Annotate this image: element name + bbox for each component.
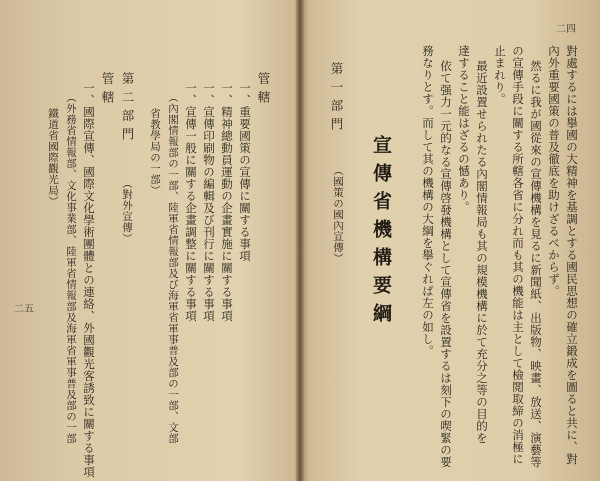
jurisdiction-item: 一、重要國策の宣傳に關する事項 <box>238 82 252 262</box>
jurisdiction-note: 鐵道省國際觀光局） <box>47 108 59 207</box>
jurisdiction-item: 一、國際宣傳、國際文化學術團體との連絡、外國觀光客誘致に關する事項 <box>82 82 96 478</box>
right-paragraph-line: 務なりとす。而して其の機構の大綱を擧ぐれば左の如し。 <box>421 45 435 357</box>
right-paragraph-line: 止まれり。 <box>493 45 507 105</box>
right-paragraph-line: 依て强力一元的なる宣傳啓發機構として宣傳省を設置するは刻下の喫緊の要 <box>439 60 453 468</box>
right-paragraph-line: 最近設置せられたる內閣情報局も其の規模機構に於て充分之等の目的を <box>475 60 489 444</box>
right-paragraph-line: 內外重要國策の普及徹底を助けざるべからず。 <box>547 45 561 297</box>
left-page <box>0 0 299 481</box>
right-paragraph-line: 然るに我が國從來の宣傳機構を見るに新聞紙、出版物、映畫、放送、演藝等 <box>529 60 543 468</box>
jurisdiction-note: 省教學局の一部） <box>149 108 161 196</box>
jurisdiction-item: 一、宣傳一般に關する企畫調整に關する事項 <box>184 82 198 322</box>
section2-heading: 第二部門 <box>120 72 135 146</box>
jurisdiction-note: （外務省情報部、文化事業部、陸軍省情報部及海軍省軍事普及部の一部 <box>65 92 77 444</box>
right-paragraph-line: の宣傳手段に關する所轄各省に分れ而も其の機能は主として檢閲取締の消極に <box>511 45 525 465</box>
document-title: 宣傳省機構要綱 <box>370 135 392 331</box>
section2-note: （對外宣傳） <box>121 178 133 244</box>
section1-heading: 第一部門 <box>329 62 344 136</box>
right-paragraph-line: 對處するには擧國の大精神を基調とする國民思想の確立鍛成を圖ると共に、對 <box>565 45 579 465</box>
right-page-number: 二四 <box>556 24 576 35</box>
left-page-number: 二五 <box>14 304 34 315</box>
kanshō-heading-2: 管轄 <box>100 72 115 109</box>
right-page <box>301 0 600 481</box>
jurisdiction-note: （內閣情報部の一部、陸軍省情報部及び海軍省軍事普及部の一部、文部 <box>167 92 179 444</box>
right-paragraph-line: 達すること能はざるの憾あり。 <box>457 45 471 213</box>
jurisdiction-item: 一、精神總動員運動の企畫實施に關する事項 <box>220 82 234 322</box>
kanshō-heading-1: 管轄 <box>256 72 271 109</box>
jurisdiction-item: 一、宣傳印刷物の編輯及び刊行に關する事項 <box>202 82 216 322</box>
section1-note: （國策の國內宣傳） <box>332 165 344 264</box>
